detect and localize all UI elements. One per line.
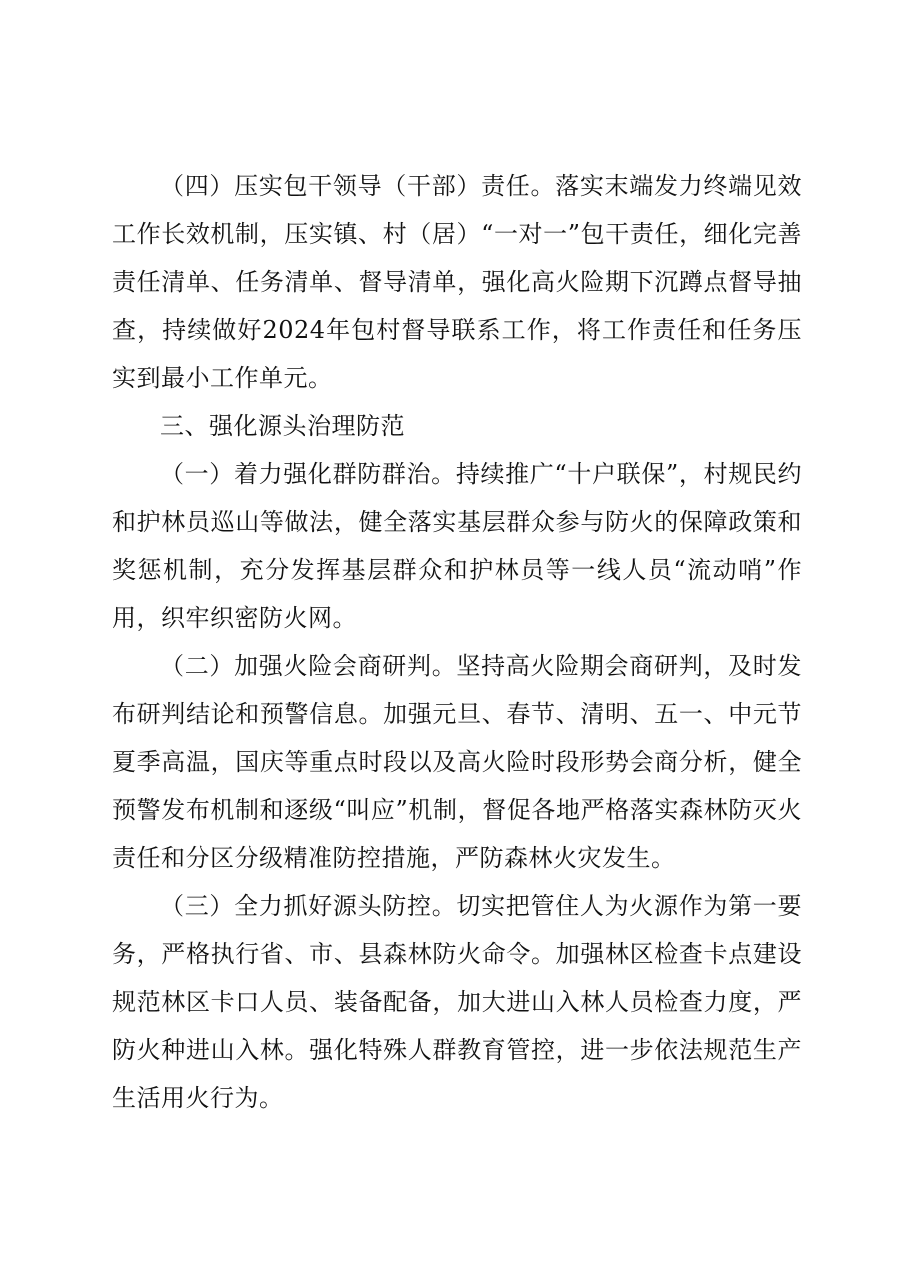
section-3-heading: 三、强化源头治理防范 (160, 412, 405, 440)
paragraph-lead: （四）压实包干领导（干部）责任。 (160, 172, 556, 200)
paragraph-text: 切实把管住人为火源作为第一要务，严格执行省、市、县森林防火命令。加强林区检查卡点建设规范林区卡口人员、装备配备，加大进山入林人员检查力度，严防火种进山入林。强化特殊人群教育管控，进一步依法规范生产生活用火行为。 (112, 892, 803, 1112)
paragraph-3-3-source-control (112, 882, 802, 1122)
paragraph-text: 持续推广“十户联保”，村规民约和护林员巡山等做法，健全落实基层群众参与防火的保障政策和奖惩机制，充分发挥基层群众和护林员等一线人员“流动哨”作用，织牢织密防火网。 (112, 460, 802, 632)
document-body (112, 162, 802, 1122)
paragraph-lead: （一）着力强化群防群治。 (160, 460, 456, 488)
paragraph-3-2-fire-risk-consultation (112, 642, 802, 882)
paragraph-3-1-mass-prevention (112, 450, 802, 642)
paragraph-text: 落实末端发力终端见效工作长效机制，压实镇、村（居）“一对一”包干责任，细化完善责任清单、任务清单、督导清单，强化高火险期下沉蹲点督导抽查，持续做好2024年包村督导联系工作，将工作责任和任务压实到最小工作单元。 (112, 172, 803, 392)
paragraph-4-responsibility (112, 162, 802, 402)
paragraph-lead: （三）全力抓好源头防控。 (160, 892, 457, 920)
paragraph-text: 坚持高火险期会商研判，及时发布研判结论和预警信息。加强元旦、春节、清明、五一、中元节夏季高温，国庆等重点时段以及高火险时段形势会商分析，健全预警发布机制和逐级“叫应”机制，督促各地严格落实森林防灭火责任和分区分级精准防控措施，严防森林火灾发生。 (112, 652, 803, 872)
paragraph-lead: （二）加强火险会商研判。 (160, 652, 457, 680)
